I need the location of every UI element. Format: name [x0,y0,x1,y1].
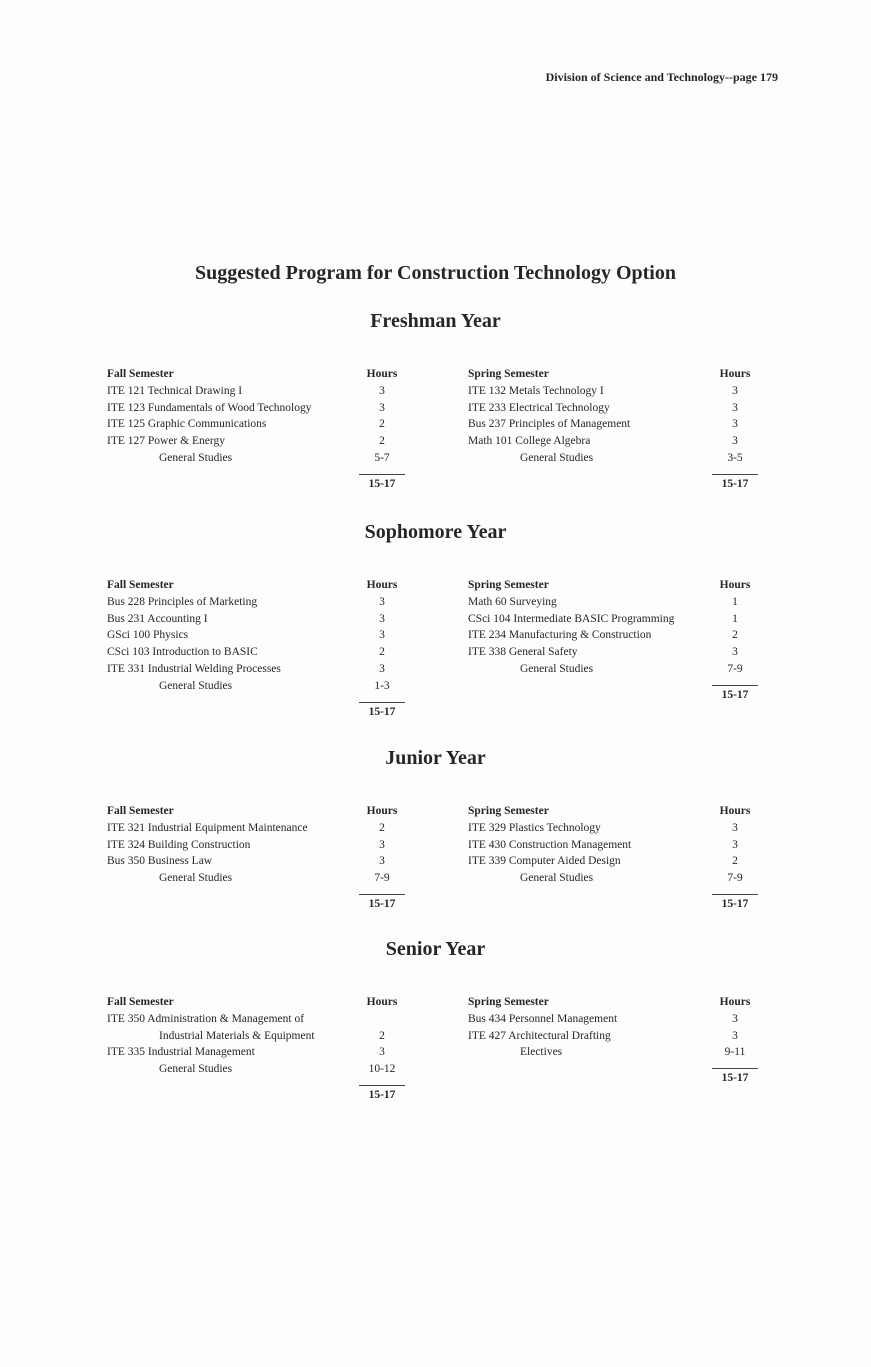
total-rule [712,474,758,475]
semester-total: 15-17 [721,1072,749,1085]
course-row [107,594,417,611]
course-row [468,1028,778,1045]
total-rule [712,1068,758,1069]
course-row [468,594,778,611]
course-row [468,400,778,417]
course-name: General Studies [520,872,594,885]
course-hours: 1 [732,612,738,625]
course-name: Bus 231 Accounting I [107,612,208,625]
course-name: ITE 233 Electrical Technology [468,401,610,414]
total-rule [359,1085,405,1086]
course-name: General Studies [520,662,594,675]
course-name: General Studies [520,451,594,464]
semester-total: 15-17 [368,705,396,718]
course-hours: 2 [379,418,385,431]
course-hours: 1 [732,595,738,608]
course-row [107,1044,417,1061]
course-name: ITE 427 Architectural Drafting [468,1029,611,1042]
course-name: ITE 338 General Safety [468,646,578,659]
course-hours: 3 [379,401,385,414]
year-title: Senior Year [385,938,486,960]
course-hours: 7-9 [727,662,743,675]
semester-total: 15-17 [721,477,749,490]
course-hours: 3 [379,629,385,642]
page-title: Suggested Program for Construction Technology Option [195,262,676,284]
semester-total: 15-17 [721,898,749,910]
fall-semester-table [107,994,417,1101]
total-rule [359,894,405,895]
course-name: GSci 100 Physics [107,629,189,642]
course-hours: 3 [732,821,738,834]
course-name: ITE 234 Manufacturing & Construction [468,629,652,642]
course-hours: 3 [732,838,738,851]
course-hours: 3-5 [727,451,743,464]
hours-header: Hours [366,996,398,1008]
semester-header-row [107,994,417,1011]
course-hours: 3 [379,855,385,868]
course-hours: 3 [732,435,738,448]
course-hours: 2 [379,1029,385,1042]
course-name: General Studies [159,872,233,885]
course-hours: 2 [379,821,385,834]
course-hours: 3 [732,1012,738,1025]
course-hours: 3 [379,612,385,625]
semester-label: Fall Semester [107,805,174,817]
course-name: General Studies [159,679,233,692]
course-row [107,837,417,854]
course-hours: 2 [732,629,738,642]
course-row [468,611,778,628]
course-hours: 9-11 [724,1046,746,1059]
semester-total: 15-17 [368,898,396,910]
course-row [468,870,778,887]
course-row [468,627,778,644]
course-row [107,450,417,467]
course-row [468,450,778,467]
course-name: General Studies [159,451,233,464]
course-name: Math 101 College Algebra [468,435,591,448]
course-row [107,644,417,661]
course-name: Bus 237 Principles of Management [468,418,631,431]
course-hours: 3 [732,646,738,659]
course-row [107,383,417,400]
course-name: Bus 434 Personnel Management [468,1012,618,1025]
course-hours: 7-9 [727,872,743,885]
hours-header: Hours [719,579,751,591]
course-hours: 3 [379,662,385,675]
course-name: ITE 339 Computer Aided Design [468,855,621,868]
course-row [468,837,778,854]
course-name: ITE 125 Graphic Communications [107,418,267,431]
course-name: ITE 121 Technical Drawing I [107,384,243,397]
course-hours: 2 [379,435,385,448]
course-hours: 3 [379,1046,385,1059]
course-name: ITE 321 Industrial Equipment Maintenance [107,821,308,834]
course-name: ITE 430 Construction Management [468,838,632,851]
semester-header-row [468,577,778,594]
hours-header: Hours [366,805,398,817]
year-title: Junior Year [385,747,486,769]
spring-semester-table [468,577,778,701]
course-row [468,661,778,678]
course-name: ITE 329 Plastics Technology [468,821,601,834]
course-name: Math 60 Surveying [468,595,557,608]
total-rule [712,685,758,686]
semester-label: Fall Semester [107,368,174,380]
course-hours: 1-3 [374,679,390,692]
spring-semester-table [468,994,778,1085]
semester-header-row [107,803,417,820]
course-hours: 3 [732,418,738,431]
semester-label: Fall Semester [107,996,174,1008]
course-row [107,678,417,695]
semester-total: 15-17 [721,688,749,701]
course-name: Electives [520,1046,563,1059]
semester-label: Spring Semester [468,996,549,1008]
fall-semester-table [107,803,417,910]
course-row [468,853,778,870]
course-name: ITE 123 Fundamentals of Wood Technology [107,401,312,414]
course-row [107,853,417,870]
hours-header: Hours [719,805,751,817]
course-row [107,611,417,628]
course-name: CSci 104 Intermediate BASIC Programming [468,612,675,625]
total-rule [712,894,758,895]
course-row [107,433,417,450]
course-row [468,383,778,400]
course-hours: 3 [379,595,385,608]
course-hours: 3 [732,1029,738,1042]
course-name: ITE 331 Industrial Welding Processes [107,662,281,675]
semester-header-row [468,366,778,383]
course-row [107,1061,417,1078]
course-row [107,1028,417,1045]
hours-header: Hours [719,368,751,380]
semester-header-row [107,366,417,383]
course-hours: 3 [732,384,738,397]
semester-label: Spring Semester [468,805,549,817]
fall-semester-table [107,577,417,718]
course-hours: 10-12 [368,1063,396,1076]
spring-semester-table [468,366,778,490]
course-hours: 3 [379,384,385,397]
total-rule [359,702,405,703]
total-rule [359,474,405,475]
course-name: Bus 350 Business Law [107,855,213,868]
semester-label: Spring Semester [468,368,549,380]
course-name: Bus 228 Principles of Marketing [107,595,258,608]
semester-total: 15-17 [368,477,396,490]
semester-label: Fall Semester [107,579,174,591]
course-name: General Studies [159,1063,233,1076]
spring-semester-table [468,803,778,910]
semester-header-row [468,994,778,1011]
course-name: ITE 335 Industrial Management [107,1046,255,1059]
course-name: ITE 132 Metals Technology I [468,384,604,397]
course-hours: 2 [379,646,385,659]
course-row [107,820,417,837]
course-name: ITE 324 Building Construction [107,838,251,851]
course-row [468,1011,778,1028]
course-hours: 7-9 [374,872,390,885]
semester-header-row [107,577,417,594]
course-row [107,400,417,417]
course-row [468,820,778,837]
hours-header: Hours [366,368,398,380]
year-title: Sophomore Year [364,521,507,543]
page-header: Division of Science and Technology--page 179 [545,70,778,84]
course-name: ITE 350 Administration & Management of [107,1012,305,1025]
course-row [107,870,417,887]
course-row [107,1011,417,1028]
course-row [107,627,417,644]
course-name: ITE 127 Power & Energy [107,435,225,448]
course-name: CSci 103 Introduction to BASIC [107,646,258,659]
course-row [468,433,778,450]
course-row [468,416,778,433]
year-title: Freshman Year [370,310,501,332]
course-hours: 3 [379,838,385,851]
course-row [107,416,417,433]
course-hours: 5-7 [374,451,390,464]
fall-semester-table [107,366,417,490]
course-hours: 2 [732,855,738,868]
hours-header: Hours [366,579,398,591]
course-hours: 3 [732,401,738,414]
course-row [107,661,417,678]
semester-header-row [468,803,778,820]
course-row [468,1044,778,1061]
course-row [468,644,778,661]
hours-header: Hours [719,996,751,1008]
course-name: Industrial Materials & Equipment [159,1029,315,1042]
semester-label: Spring Semester [468,579,549,591]
semester-total: 15-17 [368,1089,396,1101]
